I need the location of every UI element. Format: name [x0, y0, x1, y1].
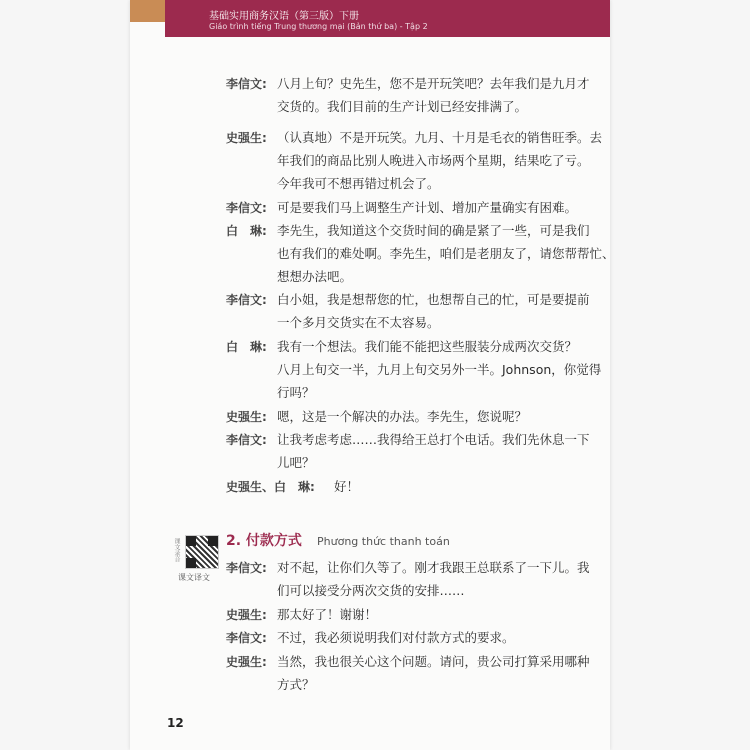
dialogue-line: 可是要我们马上调整生产计划、增加产量确实有困难。: [277, 200, 578, 215]
dialogue-line: 也有我们的难处啊。李先生，咱们是老朋友了，请您帮帮忙、: [277, 246, 615, 261]
dialogue-line: 一个多月交货实在不太容易。: [277, 315, 440, 330]
dialogue-line: 交货的。我们目前的生产计划已经安排满了。: [277, 99, 528, 114]
dialogue-line: 想想办法吧。: [277, 269, 353, 284]
speaker-label: 史强生:: [226, 655, 267, 669]
dialogue-line: 当然，我也很关心这个问题。请问，贵公司打算采用哪种: [277, 654, 590, 669]
dialogue-line: （认真地）不是开玩笑。九月、十月是毛衣的销售旺季。去: [277, 130, 603, 145]
dialogue-line: 们可以接受分两次交货的安排……: [277, 583, 465, 598]
section-heading: [226, 530, 450, 550]
qr-label: 课文译文: [178, 573, 210, 582]
speaker-label: 李信文:: [226, 433, 267, 447]
speaker-label: 白 琳:: [226, 340, 267, 354]
dialogue-line: 今年我可不想再错过机会了。: [277, 176, 440, 191]
header-tab: [130, 0, 165, 22]
book-page: [130, 0, 615, 750]
speaker-label: 李信文:: [226, 561, 267, 575]
section-title-vietnamese: Phương thức thanh toán: [317, 535, 450, 548]
dialogue-line: 好！: [334, 479, 360, 494]
speaker-label: 史强生:: [226, 131, 267, 145]
dialogue-line: 方式？: [277, 677, 315, 692]
section-title: 2. 付款方式: [226, 533, 302, 549]
speaker-label: 李信文:: [226, 293, 267, 307]
dialogue-line: 我有一个想法。我们能不能把这些服装分成两次交货？: [277, 339, 578, 354]
dialogue-line: 儿吧？: [277, 455, 315, 470]
dialogue-line: 八月上旬交一半，九月上旬交另外一半。Johnson，你觉得: [277, 362, 602, 377]
speaker-label: 史强生、白 琳:: [226, 480, 315, 494]
speaker-label: 李信文:: [226, 77, 267, 91]
header-bar: [165, 0, 610, 37]
dialogue-line: 那太好了！谢谢！: [277, 607, 378, 622]
dialogue-line: 不过，我必须说明我们对付款方式的要求。: [277, 630, 515, 645]
dialogue-line: 行吗？: [277, 385, 315, 400]
page-number: 12: [167, 716, 184, 730]
dialogue-line: 白小姐，我是想帮您的忙，也想帮自己的忙，可是要提前: [277, 292, 590, 307]
dialogue-line: 让我考虑考虑……我得给王总打个电话。我们先休息一下: [277, 432, 590, 447]
dialogue-line: 年我们的商品比别人晚进入市场两个星期，结果吃了亏。: [277, 153, 590, 168]
qr-side-label: 课文录音: [173, 538, 180, 562]
speaker-label: 李信文:: [226, 631, 267, 645]
speaker-label: 李信文:: [226, 201, 267, 215]
speaker-label: 史强生:: [226, 410, 267, 424]
book-title: 基础实用商务汉语（第三版）下册: [209, 11, 359, 22]
book-subtitle: Giáo trình tiếng Trung thương mại (Bản thứ ba) - Tập 2: [209, 22, 428, 31]
dialogue-line: 八月上旬？史先生，您不是开玩笑吧？去年我们是九月才: [277, 76, 590, 91]
qr-code-icon[interactable]: [185, 535, 219, 569]
speaker-label: 白 琳:: [226, 224, 267, 238]
speaker-label: 史强生:: [226, 608, 267, 622]
dialogue-line: 李先生，我知道这个交货时间的确是紧了一些，可是我们: [277, 223, 590, 238]
dialogue-line: 嗯，这是一个解决的办法。李先生，您说呢？: [277, 409, 528, 424]
dialogue-line: 对不起，让你们久等了。刚才我跟王总联系了一下儿。我: [277, 560, 590, 575]
